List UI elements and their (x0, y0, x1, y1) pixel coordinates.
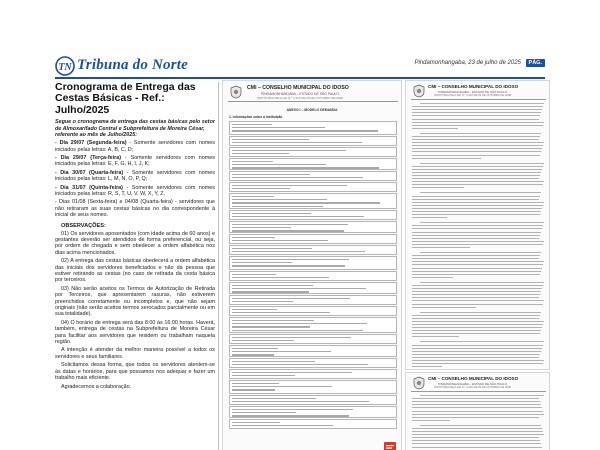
text-line (412, 214, 540, 215)
text-line (412, 158, 481, 159)
form-field-row (229, 210, 397, 220)
text-line (412, 434, 544, 435)
text-line (412, 417, 539, 418)
form-title: ANEXO I – MODELO DEMANDA (286, 108, 338, 112)
form-field-row (229, 295, 397, 305)
form-field-row (229, 406, 397, 418)
text-line (412, 202, 544, 203)
text-line (412, 398, 539, 399)
text-line (420, 103, 544, 104)
sheet-divider (411, 99, 546, 100)
text-line (412, 437, 539, 438)
form-field-row (229, 121, 397, 135)
text-line (412, 264, 543, 265)
notice-sheet-text (405, 80, 550, 370)
text-line (412, 351, 541, 352)
text-line (412, 205, 543, 206)
text-line (412, 184, 543, 185)
council-law: INSTITUÍDA PELA LEI N.º 4.316 DE 09 DE OUTUBRO DE 2008 (434, 94, 512, 97)
text-line (412, 244, 543, 245)
text-line (412, 225, 543, 226)
text-line (412, 232, 541, 233)
text-line (420, 282, 544, 283)
form-section-heading: 1. Informações sobre a Instituição (229, 115, 283, 119)
schedule-day: - Dia 29/07 (Segunda-feira) - Somente servidores com nomes iniciados pelas letras: A, B, C, D; (55, 140, 215, 153)
text-line (412, 139, 539, 140)
text-line (412, 318, 539, 319)
crest-icon (412, 84, 426, 98)
form-field-row (229, 193, 397, 209)
masthead (55, 56, 545, 76)
text-line (420, 312, 541, 313)
council-law: INSTITUÍDA PELA LEI N.º 4.316 DE 09 DE OUTUBRO DE 2008 (257, 96, 343, 100)
observation-paragraph: 04) O horário de entrega será das 8:00 às 16:00 horas. Haverá, também, entrega de cestas na Subprefeitura de Moreira César para facilitar aos servidores que residem ou trabalham naquela região. (55, 319, 215, 346)
newspaper-logo-icon (55, 56, 75, 76)
column-divider (218, 82, 219, 450)
text-line (412, 145, 543, 146)
text-line (412, 258, 539, 259)
text-line (412, 211, 541, 212)
text-line (412, 404, 541, 405)
text-line (420, 252, 541, 253)
text-line (420, 163, 544, 164)
text-line (412, 407, 542, 408)
text-line (412, 119, 539, 120)
crest-icon (229, 85, 243, 99)
text-line (412, 360, 544, 361)
text-line (412, 414, 544, 415)
text-line (412, 208, 542, 209)
text-line (412, 148, 542, 149)
text-line (412, 440, 540, 441)
text-line (412, 151, 541, 152)
text-line (412, 354, 540, 355)
form-field-row (229, 334, 397, 344)
text-line (412, 357, 539, 358)
text-line (412, 363, 543, 364)
text-line (412, 128, 458, 129)
text-line (412, 330, 541, 331)
text-line (412, 217, 447, 218)
text-line (412, 321, 544, 322)
text-line (412, 288, 542, 289)
publication-date: Pindamonhangaba, 23 de julho de 2025 (414, 60, 521, 66)
form-field-row (229, 306, 397, 316)
council-title: CMI – CONSELHO MUNICIPAL DO IDOSO (428, 376, 519, 381)
text-line (412, 366, 442, 367)
svg-text:TN: TN (58, 62, 72, 73)
form-field-row (229, 358, 397, 368)
text-line (412, 285, 543, 286)
form-field-row (229, 221, 397, 233)
text-line (412, 187, 464, 188)
text-line (420, 192, 541, 193)
text-line (412, 122, 544, 123)
text-line (412, 271, 541, 272)
council-law: INSTITUÍDA PELA LEI N.º 4.316 DE 09 DE OUTUBRO DE 2008 (434, 386, 512, 389)
observation-paragraph: A intenção é atender da melhor maneira possível a todos os servidores e seus familiares. (55, 347, 215, 360)
form-field-row (229, 369, 397, 379)
schedule-day: - Dias 01/08 (Sexta-feira) e 04/08 (Quarta-feira) - servidores que não retiraram as suas cestas básicas no dia correspondente à inicial de seus nomes. (55, 199, 215, 219)
text-line (420, 133, 541, 134)
sheet-divider (411, 391, 546, 392)
text-line (412, 169, 542, 170)
text-line (412, 345, 543, 346)
text-line (420, 425, 541, 426)
text-line (412, 274, 540, 275)
text-line (412, 268, 542, 269)
text-line (412, 196, 540, 197)
observation-paragraph: 03) Não serão aceitos os Termos de Autorização de Retirada por Terceiros, que apresentarem rasuras, não estiverem preenchidos corretamente ou incompletos e, que não sejam originais (não serão aceitos termos xerocados parcialmente ou em sua totalidade). (55, 285, 215, 318)
council-subtitle: PINDAMONHANGABA – ESTADO DE SÃO PAULO (261, 92, 340, 96)
form-field-row (229, 182, 397, 192)
newspaper-title: Tribuna do Norte (77, 57, 188, 73)
observation-paragraph: 01) Os servidores aposentados (com idade acima de 60 anos) e gestantes deverão ser atendidos de forma preferencial, ou seja, por ordem de chegada e sem obedecer a ordem alfabética nos dias acima mencionados. (55, 230, 215, 256)
text-line (412, 277, 453, 278)
text-line (412, 297, 539, 298)
text-line (412, 336, 459, 337)
text-line (412, 324, 543, 325)
text-line (420, 395, 544, 396)
text-line (412, 235, 540, 236)
text-line (412, 136, 540, 137)
schedule-day: - Dia 31/07 (Quinta-feira) - Somente servidores com nomes iniciados pelas letras: R, S, T, U, V, W, X, Y, Z. (55, 184, 215, 197)
text-line (420, 222, 544, 223)
text-line (412, 304, 543, 305)
text-line (412, 175, 540, 176)
observation-paragraph: Solicitamos dessa forma, que todos os servidores atentem-se às datas e horários, para que possamos nos adequar e fazer um trabalho mais eficiente. (55, 362, 215, 382)
article-lead: Segue o cronograma de entrega das cestas básicas pelo setor de Almoxarifado Central e Subprefeitura de Moreira César, referente ao mês de Julho/2025: (55, 119, 215, 138)
observations-heading: OBSERVAÇÕES: (61, 222, 106, 229)
text-line (412, 420, 450, 421)
article-headline: Cronograma de Entrega das Cestas Básicas - Ref.: Julho/2025 (55, 82, 196, 116)
page-badge: PÁG. (526, 59, 545, 67)
text-line (412, 142, 544, 143)
sheet-divider (228, 101, 398, 102)
council-subtitle: PINDAMONHANGABA – ESTADO DE SÃO PAULO (438, 90, 508, 94)
text-line (412, 172, 541, 173)
pdf-icon (383, 441, 397, 450)
text-line (412, 348, 542, 349)
text-line (412, 112, 541, 113)
text-line (412, 178, 539, 179)
council-title: CMI – CONSELHO MUNICIPAL DO IDOSO (428, 84, 519, 89)
text-line (412, 428, 542, 429)
notice-sheet-text-2 (405, 372, 550, 450)
header-divider (55, 77, 545, 79)
header-info (414, 59, 545, 67)
observation-paragraph: 02) A entrega das cestas básicas obedecerá a ordem alfabética das iniciais dos servidores beneficiados e não da pessoa que estiver retirando as cestas (no caso de retirada da cesta básica por terceiros. (55, 258, 215, 284)
text-line (412, 155, 540, 156)
text-line (412, 261, 544, 262)
form-field-row (229, 282, 397, 294)
form-field-row (229, 158, 397, 170)
notice-sheet-form (222, 80, 402, 450)
form-field-row (229, 271, 397, 281)
form-field-row (229, 380, 397, 394)
crest-icon (412, 376, 426, 390)
text-line (412, 238, 539, 239)
article-cestas-basicas (55, 82, 215, 450)
text-line (412, 228, 542, 229)
text-line (412, 125, 543, 126)
text-line (412, 431, 543, 432)
form-field-row (229, 395, 397, 405)
form-field-row (229, 136, 397, 146)
form-field-row (229, 256, 397, 270)
text-line (412, 327, 542, 328)
observation-paragraph: Agradecemos a colaboração. (61, 383, 132, 390)
text-line (412, 106, 543, 107)
text-line (412, 401, 540, 402)
schedule-day: - Dia 30/07 (Quarta-feira) - Somente servidores com nomes iniciados pelas letras: L, M, N, O, P, Q; (55, 169, 215, 183)
text-line (412, 307, 476, 308)
text-line (412, 255, 540, 256)
text-line (412, 241, 544, 242)
form-field-row (229, 245, 397, 255)
form-field-row (229, 317, 397, 333)
text-line (412, 443, 541, 444)
text-line (412, 294, 540, 295)
form-field-row (229, 171, 397, 181)
text-line (412, 199, 539, 200)
text-line (412, 115, 540, 116)
text-line (412, 411, 543, 412)
council-title: CMI – CONSELHO MUNICIPAL DO IDOSO (247, 85, 349, 91)
schedule-list (55, 140, 215, 218)
text-line (412, 109, 542, 110)
text-line (412, 447, 542, 448)
text-line (412, 166, 543, 167)
form-field-row (229, 419, 397, 429)
schedule-day: - Dia 29/07 (Terça-feira) - Somente servidores com nomes iniciados pelas letras: E, F, G, H, I, J, K; (55, 154, 215, 168)
text-line (412, 333, 540, 334)
text-line (420, 341, 544, 342)
text-line (412, 181, 544, 182)
form-field-row (229, 147, 397, 157)
council-subtitle: PINDAMONHANGABA – ESTADO DE SÃO PAULO (438, 382, 508, 386)
text-line (412, 247, 470, 248)
text-line (412, 300, 544, 301)
form-field-row (229, 345, 397, 357)
text-line (412, 315, 540, 316)
form-field-row (229, 234, 397, 244)
text-line (412, 291, 541, 292)
